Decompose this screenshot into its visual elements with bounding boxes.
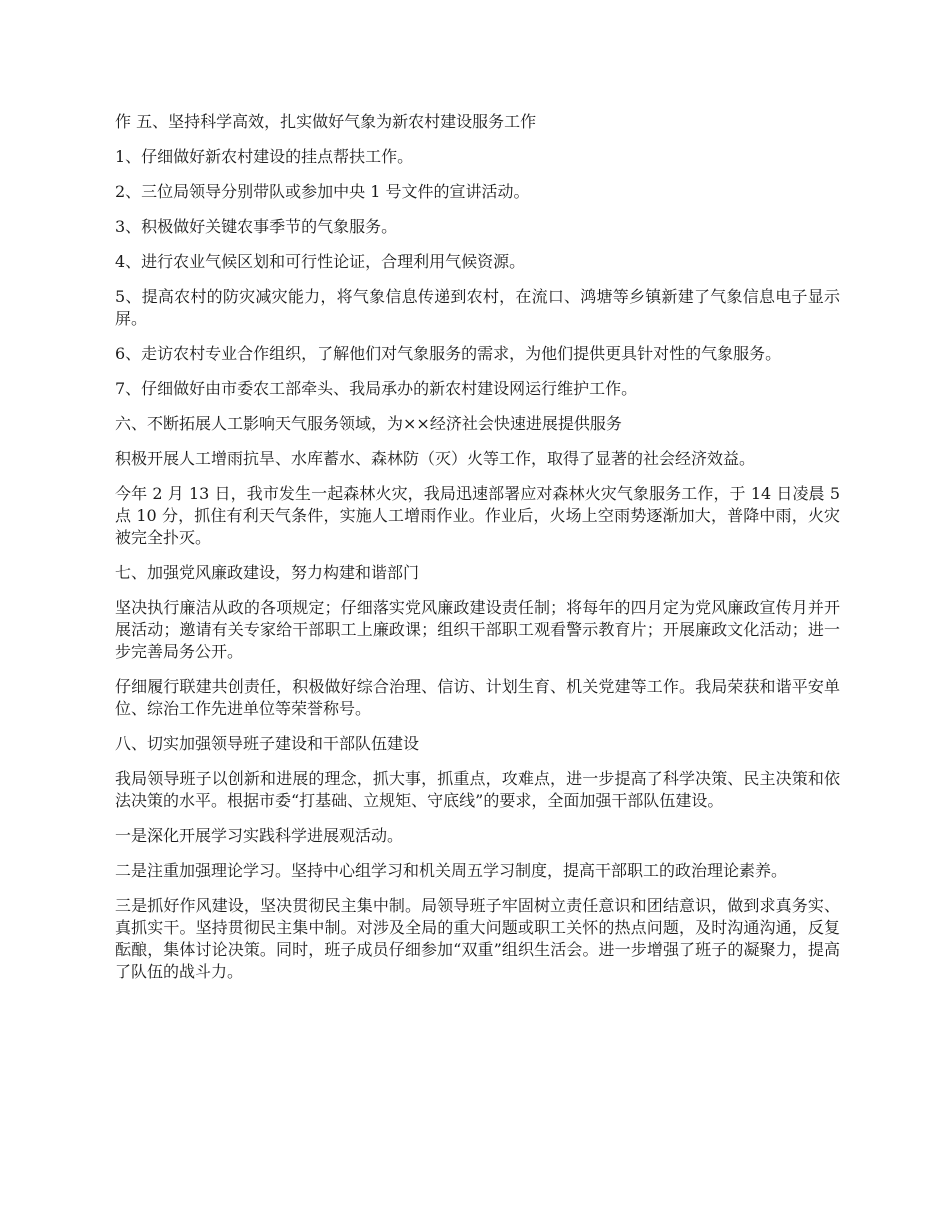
list-item-6: 6、走访农村专业合作组织，了解他们对气象服务的需求，为他们提供更具针对性的气象服务。 (115, 344, 782, 363)
body-paragraph: 坚决执行廉洁从政的各项规定；仔细落实党风廉政建设责任制；将每年的四月定为党风廉政宣传月并开展活动；邀请有关专家给干部职工上廉政课；组织干部职工观看警示教育片；开展廉政文化活动；进一步完善局务公开。 (115, 598, 840, 661)
body-paragraph: 一是深化开展学习实践科学进展观活动。 (115, 826, 404, 845)
list-item-3: 3、积极做好关键农事季节的气象服务。 (115, 217, 398, 236)
body-paragraph: 我局领导班子以创新和进展的理念，抓大事，抓重点，攻难点，进一步提高了科学决策、民主决策和依法决策的水平。根据市委“打基础、立规矩、守底线”的要求，全面加强干部队伍建设。 (115, 769, 840, 810)
body-paragraph: 仔细履行联建共创责任，积极做好综合治理、信访、计划生育、机关党建等工作。我局荣获和谐平安单位、综治工作先进单位等荣誉称号。 (115, 677, 840, 718)
list-item-4: 4、进行农业气候区划和可行性论证，合理利用气候资源。 (115, 252, 526, 271)
list-item-1: 1、仔细做好新农村建设的挂点帮扶工作。 (115, 147, 414, 166)
section-heading-8: 八、切实加强领导班子建设和干部队伍建设 (115, 734, 420, 753)
document-page (115, 111, 840, 996)
body-paragraph: 二是注重加强理论学习。坚持中心组学习和机关周五学习制度，提高干部职工的政治理论素养。 (115, 861, 788, 880)
body-paragraph: 积极开展人工增雨抗旱、水库蓄水、森林防（灭）火等工作，取得了显著的社会经济效益。 (115, 449, 756, 468)
body-paragraph: 今年 2 月 13 日，我市发生一起森林火灾，我局迅速部署应对森林火灾气象服务工作，于 14 日凌晨 5 点 10 分，抓住有利天气条件，实施人工增雨作业。作业后，火场上空雨势逐渐加大，普降中雨，火灾被完全扑灭。 (115, 484, 840, 547)
section-heading-5: 作 五、坚持科学高效，扎实做好气象为新农村建设服务工作 (115, 112, 537, 131)
section-heading-6: 六、不断拓展人工影响天气服务领域，为××经济社会快速进展提供服务 (115, 414, 622, 433)
section-heading-7: 七、加强党风廉政建设，努力构建和谐部门 (115, 563, 420, 582)
list-item-2: 2、三位局领导分别带队或参加中央 1 号文件的宣讲活动。 (115, 182, 530, 201)
list-item-5: 5、提高农村的防灾减灾能力，将气象信息传递到农村，在流口、鸿塘等乡镇新建了气象信息电子显示屏。 (115, 287, 840, 328)
list-item-7: 7、仔细做好由市委农工部牵头、我局承办的新农村建设网运行维护工作。 (115, 379, 638, 398)
body-paragraph: 三是抓好作风建设，坚决贯彻民主集中制。局领导班子牢固树立责任意识和团结意识，做到求真务实、真抓实干。坚持贯彻民主集中制。对涉及全局的重大问题或职工关怀的热点问题，及时沟通沟通，反复酝酿，集体讨论决策。同时，班子成员仔细参加“双重”组织生活会。进一步增强了班子的凝聚力，提高了队伍的战斗力。 (115, 896, 840, 981)
